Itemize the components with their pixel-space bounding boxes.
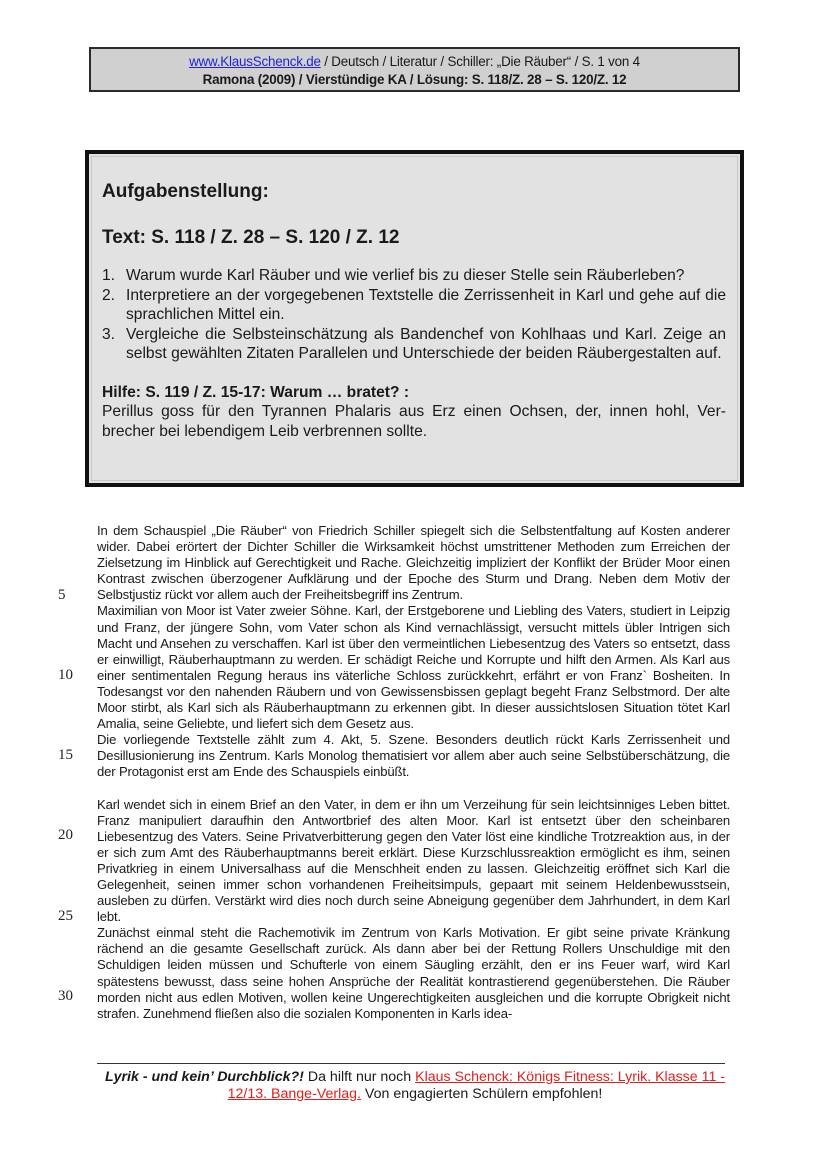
website-link[interactable]: www.KlausSchenck.de xyxy=(189,54,321,69)
essay-paragraph: Maximilian von Moor ist Vater zweier Söhne. Karl, der Erstgeborene und Liebling des Vaters, studiert in Leipzig und Franz, der jüngere Sohn, vom Vater schon als Kind vernachlässigt, versucht mittels übler Intrigen sich Macht und Ansehen zu verschaffen. Karl ist über den vermeintlichen Liebesentzug des Vaters so entsetzt, dass er einwilligt, Räuberhauptmann zu werden. Er schädigt Reiche und Korrupte und hilft den Armen. Als Karl aus einer sentimentalen Regung heraus ins väterliche Schloss zurückkehrt, erfährt er von Franz` Bosheiten. In Todesangst vor den nahenden Räubern und von Gewissensbissen geplagt begeht Franz Selbstmord. Der alte Moor stirbt, als Karl sich als Räuberhauptmann zu erkennen gibt. In dieser aussichtslosen Situation tötet Karl Amalia, seine Geliebte, und liefert sich dem Gesetz aus. xyxy=(97,603,730,732)
line-number: 10 xyxy=(58,667,73,683)
essay-paragraph: Karl wendet sich in einem Brief an den Vater, in dem er ihn um Verzeihung für sein leichtsinniges Leben bittet. Franz manipuliert daraufhin den Antwortbrief des alten Moor. Karl ist entsetzt über den scheinbaren Liebesentzug des Vaters. Seine Privatverbitterung gegen den Vater löst eine kindliche Trotzreaktion aus, in der er sich zum Amt des Räuberhauptmanns bereit erklärt. Diese Kurzschlussreaktion ermöglicht es ihm, seinen Privatkrieg in einem Universalhass auf die Menschheit enden zu lassen. Gleichzeitig eröffnet sich Karl die Gelegenheit, seinen immer schon vorhandenen Freiheitsimpuls, gepaart mit seinem Heldenbewusstsein, ausleben zu dürfen. Verstärkt wird dies noch durch seine Abneigung gegenüber dem Jahrhundert, in dem Karl lebt. xyxy=(97,796,730,925)
footer-divider xyxy=(97,1063,725,1064)
line-number: 30 xyxy=(58,988,73,1004)
page-footer xyxy=(90,1069,740,1103)
essay-paragraph: In dem Schauspiel „Die Räuber“ von Friedrich Schiller spiegelt sich die Selbstentfaltung auf Kosten anderer wider. Dabei erörtert der Dichter Schiller die Wirksamkeit höchst umstrittener Methoden zum Erreichen der Zielsetzung im Hinblick auf Gerechtigkeit und Rache. Gleichzeitig impliziert der Konflikt der Brüder Moor einen Kontrast zwischen überzogener Aufklärung und der Epoche des Sturm und Drang. Neben dem Motiv der Selbstjustiz rückt vor allem auch der Freiheitsbegriff ins Zentrum. xyxy=(97,523,730,603)
essay-paragraph: Die vorliegende Textstelle zählt zum 4. Akt, 5. Szene. Besonders deutlich rückt Karls Zerrissenheit und Desillusionierung ins Zentrum. Karls Monolog thematisiert vor allem aber auch seine Selbstüberschätzung, die der Protagonist erst am Ende des Schauspiels einbüßt. xyxy=(97,732,730,780)
task-title: Aufgabenstellung: xyxy=(102,181,269,202)
footer-recommendation: Von engagierten Schülern empfohlen! xyxy=(360,1086,603,1102)
header-line-1 xyxy=(91,53,738,71)
essay-body xyxy=(97,523,730,1022)
essay-paragraph: Zunächst einmal steht die Rachemotivik im Zentrum von Karls Motivation. Er gibt seine private Kränkung rächend an die gesamte Gesellschaft zurück. Als dann aber bei der Rettung Rollers Unschuldige mit den Schuldigen leiden müssen und Schufterle von einem Säugling erzählt, den er ins Feuer warf, wird Karl spätestens bewusst, dass seine hohen Ansprüche der Realität kontrastierend gegenüberstehen. Die Räuber morden nicht aus edlen Motiven, wollen keine Ungerechtigkeiten ausgleichen und die korrupte Obrigkeit nicht strafen. Zunehmend fließen also die sozialen Komponenten in Karls idea- xyxy=(97,925,730,1021)
header-line-2: Ramona (2009) / Vierstündige KA / Lösung: S. 118/Z. 28 – S. 120/Z. 12 xyxy=(202,72,627,87)
footer-text: Da hilft nur noch xyxy=(303,1069,416,1085)
hint-text: Perillus goss für den Tyrannen Phalaris aus Erz einen Ochsen, der, innen hohl, Verbrecher bei lebendigem Leib verbrennen sollte. xyxy=(102,403,726,440)
page-header xyxy=(89,47,740,92)
task-item-number: 2. xyxy=(102,286,116,304)
footer-slogan: Lyrik - und kein’ Durchblick?! xyxy=(104,1069,304,1085)
task-item-number: 3. xyxy=(102,325,116,343)
header-breadcrumb: / Deutsch / Literatur / Schiller: „Die Räuber“ / S. 1 von 4 xyxy=(320,54,640,69)
task-box xyxy=(85,150,744,487)
task-item xyxy=(102,325,726,364)
task-item xyxy=(102,266,726,286)
task-item-text: Interpretiere an der vorgegebenen Textstelle die Zerrissenheit in Karl und gehe auf die sprachlichen Mittel ein. xyxy=(126,286,726,323)
line-number: 5 xyxy=(58,587,66,603)
line-number: 25 xyxy=(58,908,73,924)
task-item xyxy=(102,286,726,325)
hint-title: Hilfe: S. 119 / Z. 15-17: Warum … bratet? : xyxy=(102,383,410,401)
task-item-number: 1. xyxy=(102,267,116,284)
line-number: 15 xyxy=(58,747,73,763)
line-number: 20 xyxy=(58,827,73,843)
book-link[interactable]: Klaus Schenck: Königs Fitness: Lyrik. Klasse 11 - 12/13. Bange-Verlag. xyxy=(227,1069,726,1102)
paragraph-gap xyxy=(97,781,730,797)
task-list xyxy=(102,266,726,364)
task-item-text: Vergleiche die Selbsteinschätzung als Bandenchef von Kohlhaas und Karl. Zeige an selbst gewählten Zitaten Parallelen und Unterschiede der beiden Räubergestalten auf. xyxy=(126,325,726,362)
task-subtitle: Text: S. 118 / Z. 28 – S. 120 / Z. 12 xyxy=(102,227,400,248)
task-item-text: Warum wurde Karl Räuber und wie verlief bis zu dieser Stelle sein Räuberleben? xyxy=(126,267,685,284)
